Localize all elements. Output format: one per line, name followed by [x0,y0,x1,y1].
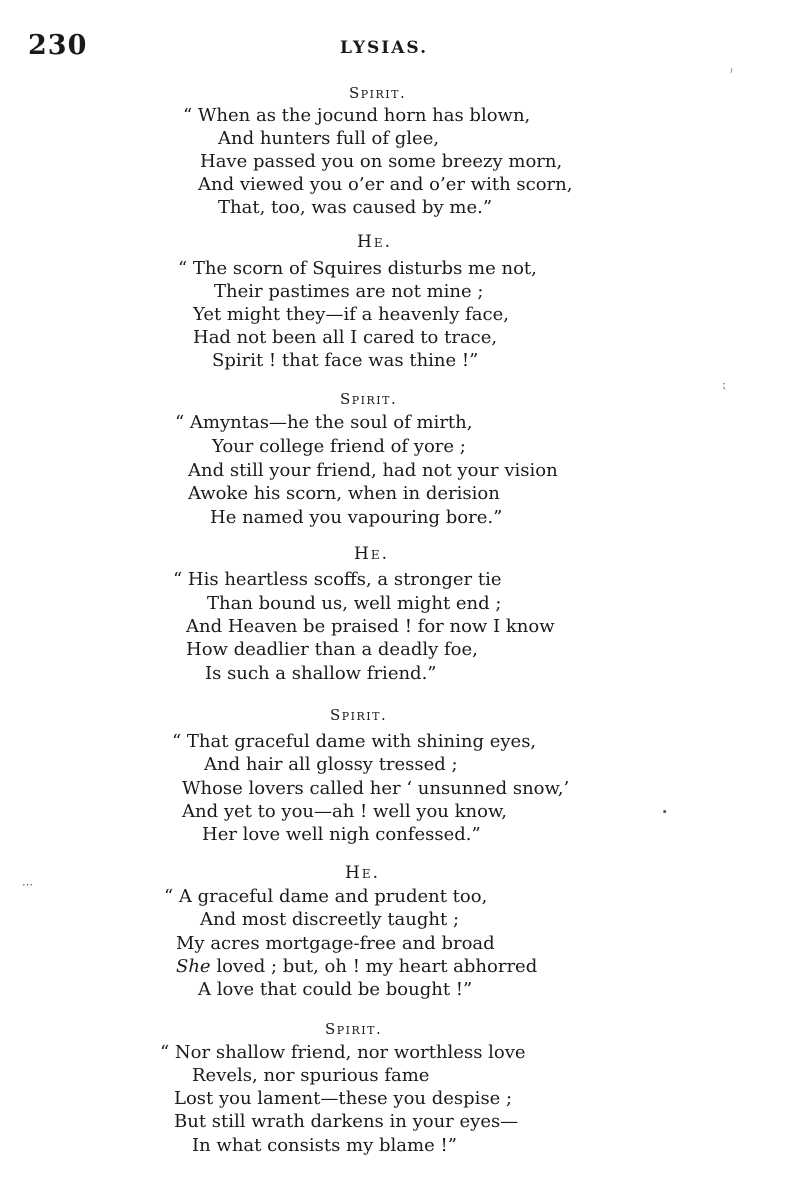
verse-line-rest: loved ; but, oh ! my heart abhorred [216,956,538,977]
print-speck-icon: ⁏ [722,378,726,391]
verse-line: “ The scorn of Squires disturbs me not, [178,258,537,279]
verse-line: “ His heartless scoffs, a stronger tie [173,569,502,590]
verse-line: Yet might they—if a heavenly face, [193,304,509,325]
verse-line: Your college friend of yore ; [212,436,466,457]
verse-line: How deadlier than a deadly foe, [186,639,478,660]
page-number: 230 [28,30,88,61]
verse-line: “ Nor shallow friend, nor worthless love [160,1042,526,1063]
verse-line: “ A graceful dame and prudent too, [164,886,488,907]
verse-line: “ That graceful dame with shining eyes, [172,731,537,752]
verse-line: My acres mortgage-free and broad [176,933,495,954]
verse-line: And hair all glossy tressed ; [204,754,458,775]
verse-line: A love that could be bought !” [198,979,473,1000]
running-head: LYSIAS. [340,38,429,58]
verse-line: But still wrath darkens in your eyes— [174,1111,519,1132]
verse-line: Revels, nor spurious fame [192,1065,430,1086]
verse-line: Her love well nigh confessed.” [202,824,481,845]
verse-line: In what consists my blame !” [192,1135,457,1156]
verse-line: Is such a shallow friend.” [205,663,437,684]
page-header [0,30,799,62]
verse-line: And most discreetly taught ; [200,909,460,930]
verse-line: He named you vapouring bore.” [210,507,503,528]
verse-line: Their pastimes are not mine ; [214,281,484,302]
print-speck-icon: ∙ [662,805,668,818]
verse-line: “ Amyntas—he the soul of mirth, [175,412,473,433]
speaker-label: Spirit. [330,706,388,724]
verse-line: Have passed you on some breezy morn, [200,151,563,172]
speaker-label: Spirit. [349,84,407,102]
verse-line: Spirit ! that face was thine !” [212,350,479,371]
speaker-label: He. [345,863,380,883]
speaker-label: Spirit. [340,390,398,408]
print-speck-icon: ⁾ [730,66,733,79]
verse-line: And Heaven be praised ! for now I know [186,616,555,637]
verse-line: And yet to you—ah ! well you know, [182,801,507,822]
verse-line: Than bound us, well might end ; [207,593,502,614]
speaker-label: He. [354,544,389,564]
verse-line: “ When as the jocund horn has blown, [183,105,531,126]
verse-line: And hunters full of glee, [218,128,440,149]
verse-line: That, too, was caused by me.” [218,197,493,218]
print-speck-icon: ⋯ [22,878,33,891]
verse-line: And viewed you o’er and o’er with scorn, [198,174,573,195]
italic-word: She [176,956,211,977]
verse-line: Lost you lament—these you despise ; [174,1088,513,1109]
verse-line: Whose lovers called her ‘ unsunned snow,’ [182,778,570,799]
speaker-label: He. [357,232,392,252]
verse-line: And still your friend, had not your vision [188,460,558,481]
verse-line: Awoke his scorn, when in derision [188,483,500,504]
speaker-label: Spirit. [325,1020,383,1038]
verse-line [176,955,537,978]
verse-line: Had not been all I cared to trace, [193,327,498,348]
